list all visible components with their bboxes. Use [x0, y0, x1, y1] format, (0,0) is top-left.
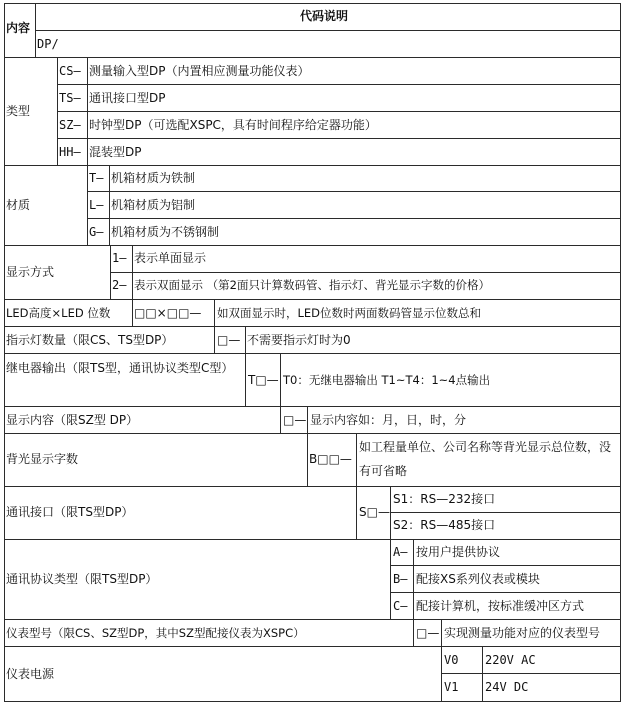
relay-desc: T0：无继电器输出 T1~T4：1~4点输出 [283, 373, 491, 387]
header-title: 代码说明 [300, 9, 349, 23]
power-desc-v0: 220V AC [485, 653, 536, 667]
display-mode-label: 显示方式 [6, 265, 55, 279]
relay-code: T□— [248, 373, 279, 387]
protocol-desc-a: 按用户提供协议 [416, 545, 501, 559]
led-code: □□×□□— [134, 306, 202, 320]
material-label: 材质 [6, 198, 31, 212]
display-mode-code-2: 2— [112, 278, 127, 292]
comm-port-s2: S2：RS—485接口 [393, 518, 496, 532]
header-content-label: 内容 [6, 21, 31, 35]
backlight-code: B□□— [309, 452, 352, 466]
model-code: □— [416, 626, 440, 640]
display-mode-code-1: 1— [112, 251, 127, 265]
type-desc-hh: 混装型DP [89, 145, 142, 159]
material-desc-l: 机箱材质为铝制 [111, 198, 196, 212]
type-code-hh: HH— [59, 145, 81, 159]
material-code-g: G— [89, 225, 104, 239]
material-desc-t: 机箱材质为铁制 [111, 171, 196, 185]
led-desc: 如双面显示时，LED位数时两面数码管显示位数总和 [217, 306, 482, 320]
display-content-desc: 显示内容如：月，日，时，分 [310, 413, 467, 427]
type-code-cs: CS— [59, 64, 81, 78]
material-desc-g: 机箱材质为不锈钢制 [111, 225, 220, 239]
material-code-l: L— [89, 198, 104, 212]
display-content-label: 显示内容（限SZ型 DP） [6, 413, 139, 427]
display-content-code: □— [283, 413, 307, 427]
protocol-code-c: C— [393, 599, 408, 613]
material-code-t: T— [89, 171, 104, 185]
model-desc: 实现测量功能对应的仪表型号 [444, 626, 601, 640]
backlight-desc: 如工程量单位、公司名称等背光显示总位数，没有可省略 [359, 440, 612, 478]
type-desc-ts: 通讯接口型DP [89, 91, 166, 105]
power-code-v1: V1 [444, 680, 459, 694]
indicator-label: 指示灯数量（限CS、TS型DP） [6, 333, 174, 347]
model-label: 仪表型号（限CS、SZ型DP，其中SZ型配接仪表为XSPC） [6, 626, 305, 640]
power-desc-v1: 24V DC [485, 680, 529, 694]
power-label: 仪表电源 [6, 667, 55, 681]
protocol-label: 通讯协议类型（限TS型DP） [6, 572, 158, 586]
type-desc-sz: 时钟型DP（可选配XSPC，具有时间程序给定器功能） [89, 118, 377, 132]
type-code-sz: SZ— [59, 118, 81, 132]
protocol-code-a: A— [393, 545, 408, 559]
power-code-v0: V0 [444, 653, 459, 667]
relay-label: 继电器输出（限TS型，通讯协议类型C型） [6, 361, 234, 375]
comm-port-s1: S1：RS—232接口 [393, 492, 496, 506]
protocol-code-b: B— [393, 572, 408, 586]
comm-port-code: S□— [359, 505, 390, 519]
type-code-ts: TS— [59, 91, 81, 105]
protocol-desc-b: 配接XS系列仪表或模块 [416, 572, 540, 586]
type-label: 类型 [6, 104, 31, 118]
indicator-code: □— [217, 333, 241, 347]
comm-port-label: 通讯接口（限TS型DP） [6, 505, 134, 519]
display-mode-desc-2: 表示双面显示 （第2面只计算数码管、指示灯、背光显示字数的价格） [134, 278, 490, 292]
protocol-desc-c: 配接计算机，按标准缓冲区方式 [416, 599, 585, 613]
header-prefix: DP/ [37, 37, 59, 51]
backlight-label: 背光显示字数 [6, 452, 79, 466]
indicator-desc: 不需要指示灯时为0 [247, 333, 351, 347]
display-mode-desc-1: 表示单面显示 [134, 251, 207, 265]
led-label: LED高度×LED 位数 [6, 306, 111, 320]
type-desc-cs: 测量输入型DP（内置相应测量功能仪表） [89, 64, 310, 78]
